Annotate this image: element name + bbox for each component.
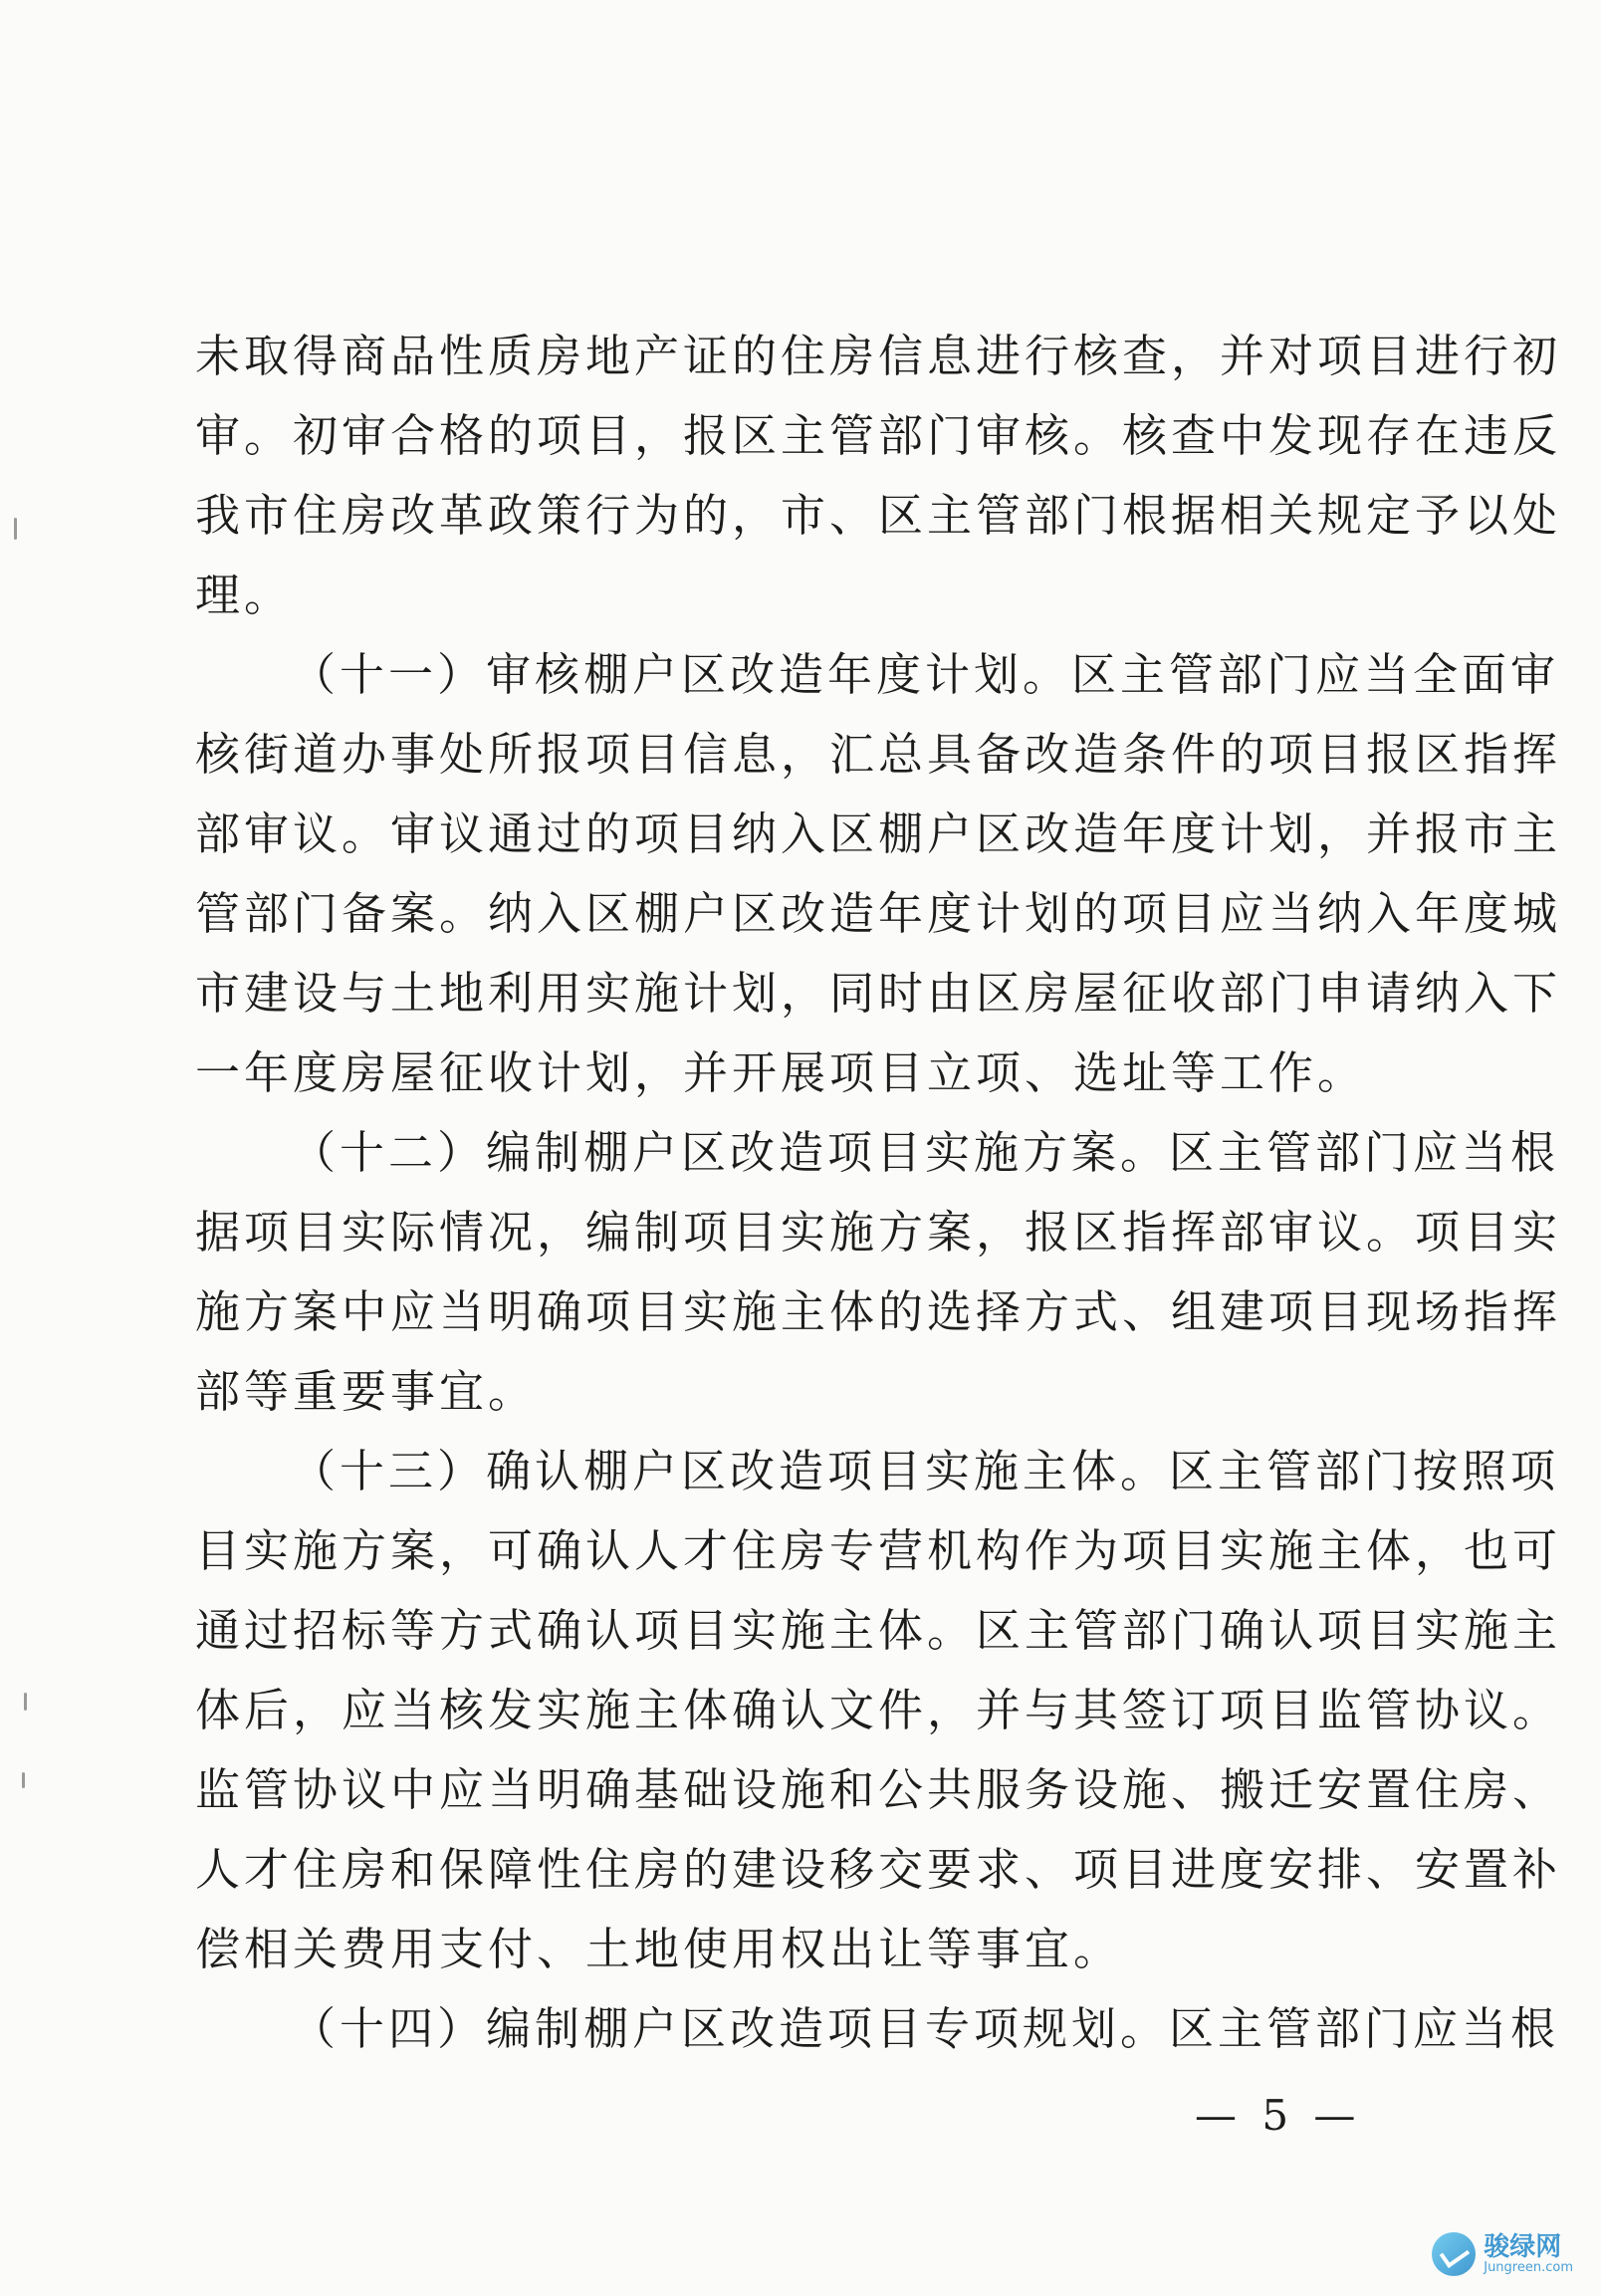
text-line: 审。初审合格的项目，报区主管部门审核。核查中发现存在违反 (195, 409, 1562, 462)
text-line: 通过招标等方式确认项目实施主体。区主管部门确认项目实施主 (195, 1604, 1562, 1657)
watermark-name: 骏绿网 (1484, 2231, 1562, 2262)
text-line: 目实施方案，可确认人才住房专营机构作为项目实施主体，也可 (195, 1524, 1562, 1577)
text-line: 部审议。审议通过的项目纳入区棚户区改造年度计划，并报市主 (195, 807, 1562, 860)
text-line: 监管协议中应当明确基础设施和公共服务设施、搬迁安置住房、 (195, 1763, 1562, 1816)
text-line: 未取得商品性质房地产证的住房信息进行核查，并对项目进行初 (195, 330, 1562, 382)
paragraph (195, 317, 1562, 635)
scan-edge-mark (22, 1772, 25, 1788)
paragraph (195, 1113, 1562, 1432)
scan-edge-mark (24, 1693, 27, 1711)
text-line: 管部门备案。纳入区棚户区改造年度计划的项目应当纳入年度城 (195, 887, 1562, 940)
text-line: （十三）确认棚户区改造项目实施主体。区主管部门按照项 (291, 1445, 1560, 1497)
scan-edge-mark (14, 518, 17, 540)
text-line: 体后，应当核发实施主体确认文件，并与其签订项目监管协议。 (195, 1684, 1562, 1736)
site-watermark (1432, 2232, 1573, 2276)
text-line: 一年度房屋征收计划，并开展项目立项、选址等工作。 (195, 1046, 1367, 1099)
text-line: 核街道办事处所报项目信息，汇总具备改造条件的项目报区指挥 (195, 728, 1562, 781)
text-line: 我市住房改革政策行为的，市、区主管部门根据相关规定予以处 (195, 489, 1562, 542)
paragraph (195, 1989, 1560, 2069)
text-line: （十二）编制棚户区改造项目实施方案。区主管部门应当根 (291, 1126, 1560, 1179)
text-line: 部等重要事宜。 (195, 1365, 538, 1418)
leaf-logo-icon (1432, 2232, 1476, 2276)
text-line: 理。 (195, 569, 294, 621)
body-text (195, 317, 1562, 2069)
watermark-url: Jungreen.com (1484, 2260, 1573, 2276)
text-line: （十四）编制棚户区改造项目专项规划。区主管部门应当根 (291, 2002, 1560, 2055)
text-line: 施方案中应当明确项目实施主体的选择方式、组建项目现场指挥 (195, 1285, 1562, 1338)
text-line: （十一）审核棚户区改造年度计划。区主管部门应当全面审 (291, 648, 1560, 701)
text-line: 人才住房和保障性住房的建设移交要求、项目进度安排、安置补 (195, 1843, 1562, 1896)
text-line: 市建设与土地利用实施计划，同时由区房屋征收部门申请纳入下 (195, 967, 1562, 1020)
text-line: 偿相关费用支付、土地使用权出让等事宜。 (195, 1923, 1123, 1975)
text-line: 据项目实际情况，编制项目实施方案，报区指挥部审议。项目实 (195, 1206, 1562, 1259)
page-number: — 5 — (1195, 2091, 1362, 2140)
paragraph (195, 1432, 1562, 1989)
paragraph (195, 635, 1562, 1113)
watermark-text (1484, 2233, 1573, 2276)
